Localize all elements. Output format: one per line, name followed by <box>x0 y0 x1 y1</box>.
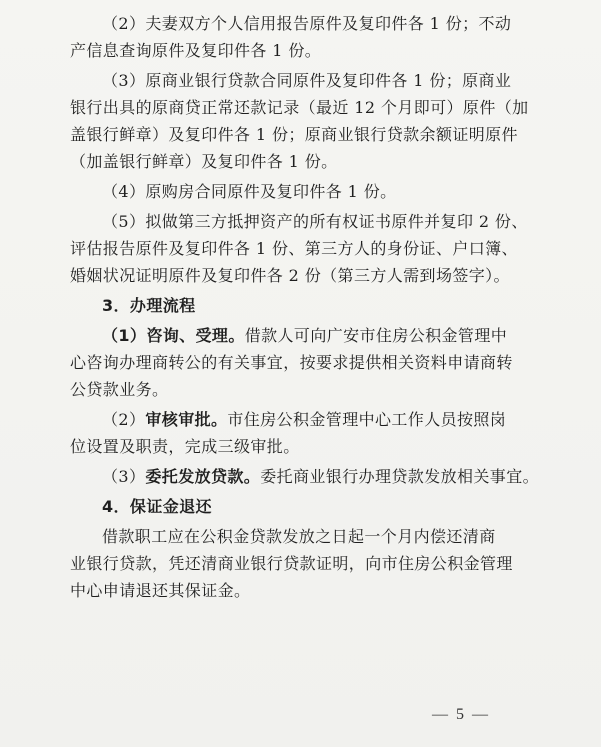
text-line <box>70 406 548 433</box>
text-line: （2）夫妻双方个人信用报告原件及复印件各 1 份；不动 <box>102 14 512 33</box>
bold-lead: 审核审批。 <box>145 410 228 429</box>
text-line: 产信息查询原件及复印件各 1 份。 <box>70 41 322 60</box>
text-line: 婚姻状况证明原件及复印件各 2 份（第三方人需到场签字）。 <box>70 266 510 285</box>
paragraph-loan-disbursement <box>70 463 548 490</box>
text-line: （5）拟做第三方抵押资产的所有权证书原件并复印 2 份、 <box>102 212 528 231</box>
paragraph-commercial-loan-docs <box>70 67 548 175</box>
text-run: （2） <box>102 410 146 429</box>
document-body <box>70 10 548 607</box>
text-line: 评估报告原件及复印件各 1 份、第三方人的身份证、户口簿、 <box>70 239 518 258</box>
text-line: 盖银行鲜章）及复印件各 1 份；原商业银行贷款余额证明原件 <box>70 125 518 144</box>
text-run: （3） <box>102 467 146 486</box>
text-line: （4）原购房合同原件及复印件各 1 份。 <box>102 182 397 201</box>
page-number: — 5 — <box>432 706 490 723</box>
bold-lead: 委托发放贷款。 <box>145 467 261 486</box>
section-heading-deposit-refund: 4．保证金退还 <box>102 497 212 516</box>
text-line: 银行出具的原商贷正常还款记录（最近 12 个月即可）原件（加 <box>70 98 529 117</box>
text-run: 借款人可向广安市住房公积金管理中 <box>244 326 508 345</box>
text-line: （3）原商业银行贷款合同原件及复印件各 1 份；原商业 <box>102 71 512 90</box>
text-run: 委托商业银行办理贷款发放相关事宜。 <box>260 467 540 486</box>
text-run: 市住房公积金管理中心工作人员按照岗 <box>227 410 507 429</box>
bold-lead: （1）咨询、受理。 <box>102 326 245 345</box>
text-line: 心咨询办理商转公的有关事宜，按要求提供相关资料申请商转 <box>70 353 513 372</box>
text-line <box>70 322 548 349</box>
paragraph-consult-accept <box>70 322 548 403</box>
text-line <box>70 463 548 490</box>
section-heading-process: 3．办理流程 <box>102 296 196 315</box>
text-line: （加盖银行鲜章）及复印件各 1 份。 <box>70 152 338 171</box>
paragraph-credit-report <box>70 10 548 64</box>
text-line: 借款职工应在公积金贷款发放之日起一个月内偿还清商 <box>102 527 496 546</box>
text-line: 中心申请退还其保证金。 <box>70 581 251 600</box>
text-line: 公贷款业务。 <box>70 380 169 399</box>
text-line: 位设置及职责，完成三级审批。 <box>70 437 300 456</box>
paragraph-third-party-collateral <box>70 208 548 289</box>
paragraph-purchase-contract <box>70 178 548 205</box>
text-line: 业银行贷款，凭还清商业银行贷款证明，向市住房公积金管理 <box>70 554 513 573</box>
paragraph-review-approval <box>70 406 548 460</box>
paragraph-deposit-refund <box>70 523 548 604</box>
